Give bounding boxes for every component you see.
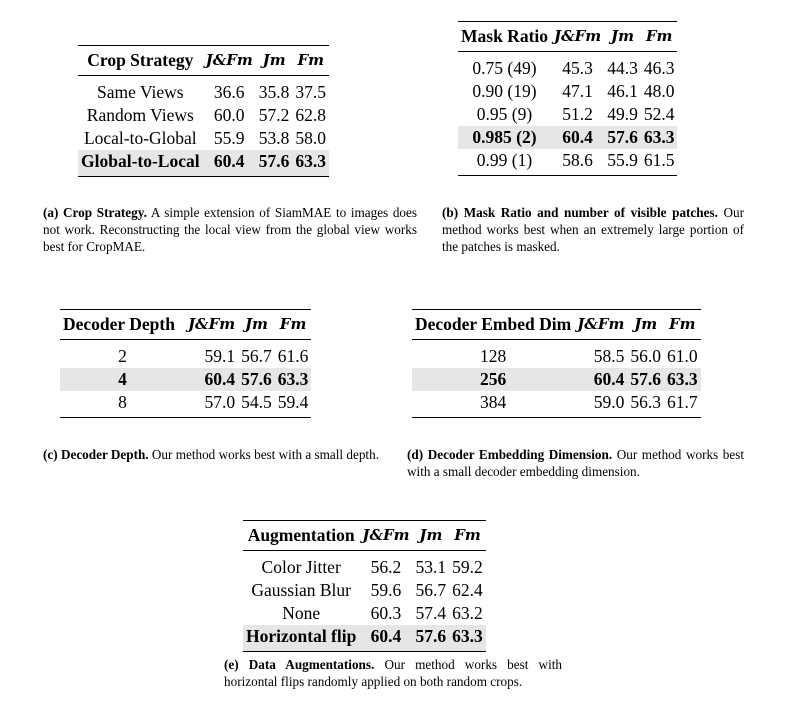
cell-j: 53.8: [258, 128, 290, 148]
cell-jf: 36.6: [213, 82, 245, 102]
cell-j: 57.4: [415, 603, 447, 623]
cell-f: 61.7: [666, 392, 698, 412]
caption-tag: (a): [43, 205, 59, 220]
cell-jf: 58.6: [562, 150, 593, 170]
cell-j: 46.1: [607, 81, 638, 101]
cell-jf: 60.4: [203, 150, 256, 177]
row-label: 0.985 (2): [458, 126, 551, 149]
caption-tag: (e): [224, 657, 239, 672]
cell-jf: 60.0: [213, 105, 245, 125]
col-header-setting: Augmentation: [247, 525, 355, 545]
cell-jf: 60.4: [574, 368, 627, 391]
col-header-jf: J&Fm: [362, 526, 410, 544]
cell-f: 63.2: [452, 603, 483, 623]
col-header-f: Fm: [279, 315, 307, 333]
caption-text: A simple extension of SiamMAE to images does not work. Reconstructing the local view from the global view works best for CropMAE.: [43, 205, 418, 254]
caption-a: [43, 205, 417, 255]
table-row: [78, 104, 329, 127]
row-label: 8: [118, 392, 127, 412]
row-label: 0.95 (9): [476, 104, 533, 124]
table-row: [243, 579, 486, 602]
cell-j: 57.6: [413, 625, 450, 652]
col-header-f: Fm: [297, 51, 324, 69]
table-b-mask-ratio: [458, 21, 677, 176]
cell-j: 57.2: [258, 105, 290, 125]
table-row: [458, 52, 677, 81]
cell-j: 35.8: [258, 82, 290, 102]
cell-jf: 59.6: [370, 580, 402, 600]
cell-jf: 55.9: [213, 128, 245, 148]
cell-jf: 56.2: [370, 557, 402, 577]
caption-title: Decoder Embedding Dimension.: [427, 447, 613, 462]
row-label: Color Jitter: [261, 557, 341, 577]
cell-f: 63.3: [641, 126, 678, 149]
cell-f: 63.3: [275, 368, 312, 391]
cell-j: 56.7: [241, 346, 272, 366]
table-row: [412, 340, 701, 369]
col-header-f: Fm: [669, 315, 696, 333]
col-header-j: Jm: [262, 51, 286, 69]
cell-j: 56.7: [415, 580, 447, 600]
table-d-decoder-embed-dim: [412, 309, 701, 418]
col-header-j: Jm: [419, 526, 443, 544]
cell-f: 52.4: [643, 104, 675, 124]
cell-jf: 60.4: [185, 368, 238, 391]
col-header-setting: Decoder Embed Dim: [415, 314, 572, 334]
cell-j: 53.1: [415, 557, 447, 577]
col-header-setting: Mask Ratio: [461, 26, 549, 46]
cell-jf: 60.3: [370, 603, 402, 623]
cell-f: 37.5: [295, 82, 327, 102]
row-label: 128: [479, 346, 507, 366]
caption-d: [407, 447, 744, 481]
cell-j: 55.9: [607, 150, 638, 170]
col-header-f: Fm: [454, 526, 481, 544]
table-row: [243, 551, 486, 580]
cell-j: 57.6: [604, 126, 641, 149]
col-header-jf: J&Fm: [205, 51, 253, 69]
row-label: Same Views: [97, 82, 184, 102]
cell-f: 61.6: [277, 346, 309, 366]
row-label: Gaussian Blur: [251, 580, 351, 600]
cell-f: 61.5: [643, 150, 675, 170]
cell-f: 62.4: [452, 580, 483, 600]
row-label: Horizontal flip: [243, 625, 359, 652]
cell-f: 59.4: [277, 392, 309, 412]
col-header-setting: Crop Strategy: [87, 50, 194, 70]
cell-jf: 59.0: [593, 392, 625, 412]
caption-e: [224, 657, 562, 691]
caption-title: Decoder Depth.: [60, 447, 149, 462]
col-header-jf: J&Fm: [577, 315, 625, 333]
table-row: [458, 149, 677, 176]
table-row-highlighted: [243, 625, 486, 652]
cell-f: 48.0: [643, 81, 675, 101]
table-row: [458, 80, 677, 103]
cell-jf: 47.1: [562, 81, 593, 101]
results-table: [60, 309, 311, 418]
row-label: 0.90 (19): [472, 81, 537, 101]
col-header-j: Jm: [611, 27, 634, 45]
table-row: [78, 76, 329, 105]
caption-tag: (c): [43, 447, 58, 462]
caption-text: Our method works best with a small depth.: [151, 447, 379, 462]
row-label: 384: [479, 392, 507, 412]
caption-text: Our method works best when an extremely large portion of the patches is masked.: [442, 205, 745, 254]
cell-jf: 57.0: [204, 392, 236, 412]
row-label: 4: [60, 368, 185, 391]
row-label: 2: [118, 346, 127, 366]
cell-f: 59.2: [452, 557, 483, 577]
caption-title: Mask Ratio and number of visible patches.: [463, 205, 718, 220]
col-header-jf: J&Fm: [187, 315, 236, 333]
cell-jf: 45.3: [562, 58, 593, 78]
row-label: Local-to-Global: [83, 128, 197, 148]
row-label: Global-to-Local: [78, 150, 203, 177]
table-row: [78, 127, 329, 150]
cell-jf: 60.4: [359, 625, 412, 652]
table-row-highlighted: [60, 368, 311, 391]
table-a-crop-strategy: [78, 45, 329, 177]
row-label: Random Views: [86, 105, 194, 125]
cell-f: 61.0: [666, 346, 698, 366]
cell-jf: 59.1: [204, 346, 236, 366]
caption-title: Data Augmentations.: [248, 657, 375, 672]
cell-j: 56.0: [630, 346, 661, 366]
caption-b: [442, 205, 744, 255]
caption-text: Our method works best with horizontal flips randomly applied on both random crops.: [224, 657, 563, 689]
cell-j: 57.6: [256, 150, 293, 177]
table-row-highlighted: [458, 126, 677, 149]
cell-f: 46.3: [643, 58, 675, 78]
cell-jf: 58.5: [593, 346, 625, 366]
row-label: None: [282, 603, 321, 623]
cell-j: 56.3: [630, 392, 661, 412]
table-row: [60, 391, 311, 418]
caption-title: Crop Strategy.: [63, 205, 147, 220]
col-header-jf: J&Fm: [554, 27, 602, 45]
row-label: 256: [412, 368, 574, 391]
col-header-f: Fm: [645, 27, 673, 45]
table-row: [458, 103, 677, 126]
cell-f: 58.0: [295, 128, 327, 148]
cell-f: 63.3: [449, 625, 486, 652]
col-header-setting: Decoder Depth: [63, 314, 175, 334]
results-table: [78, 45, 329, 177]
row-label: 0.99 (1): [476, 150, 533, 170]
caption-c: [43, 447, 381, 464]
caption-text: Our method works best with a small decoder embedding dimension.: [407, 447, 745, 479]
cell-f: 63.3: [664, 368, 701, 391]
table-row: [60, 340, 311, 369]
table-row: [243, 602, 486, 625]
cell-j: 57.6: [238, 368, 275, 391]
caption-tag: (d): [407, 447, 424, 462]
table-c-decoder-depth: [60, 309, 311, 418]
col-header-j: Jm: [634, 315, 658, 333]
cell-f: 62.8: [295, 105, 327, 125]
table-row-highlighted: [412, 368, 701, 391]
cell-jf: 60.4: [551, 126, 604, 149]
cell-j: 44.3: [607, 58, 638, 78]
results-table: [458, 21, 677, 176]
table-e-augmentation: [243, 520, 486, 652]
cell-f: 63.3: [292, 150, 329, 177]
cell-j: 57.6: [627, 368, 664, 391]
results-table: [243, 520, 486, 652]
cell-jf: 51.2: [562, 104, 593, 124]
col-header-j: Jm: [244, 315, 268, 333]
row-label: 0.75 (49): [472, 58, 537, 78]
table-row: [412, 391, 701, 418]
table-row-highlighted: [78, 150, 329, 177]
cell-j: 54.5: [241, 392, 272, 412]
cell-j: 49.9: [607, 104, 638, 124]
caption-tag: (b): [442, 205, 459, 220]
results-table: [412, 309, 701, 418]
